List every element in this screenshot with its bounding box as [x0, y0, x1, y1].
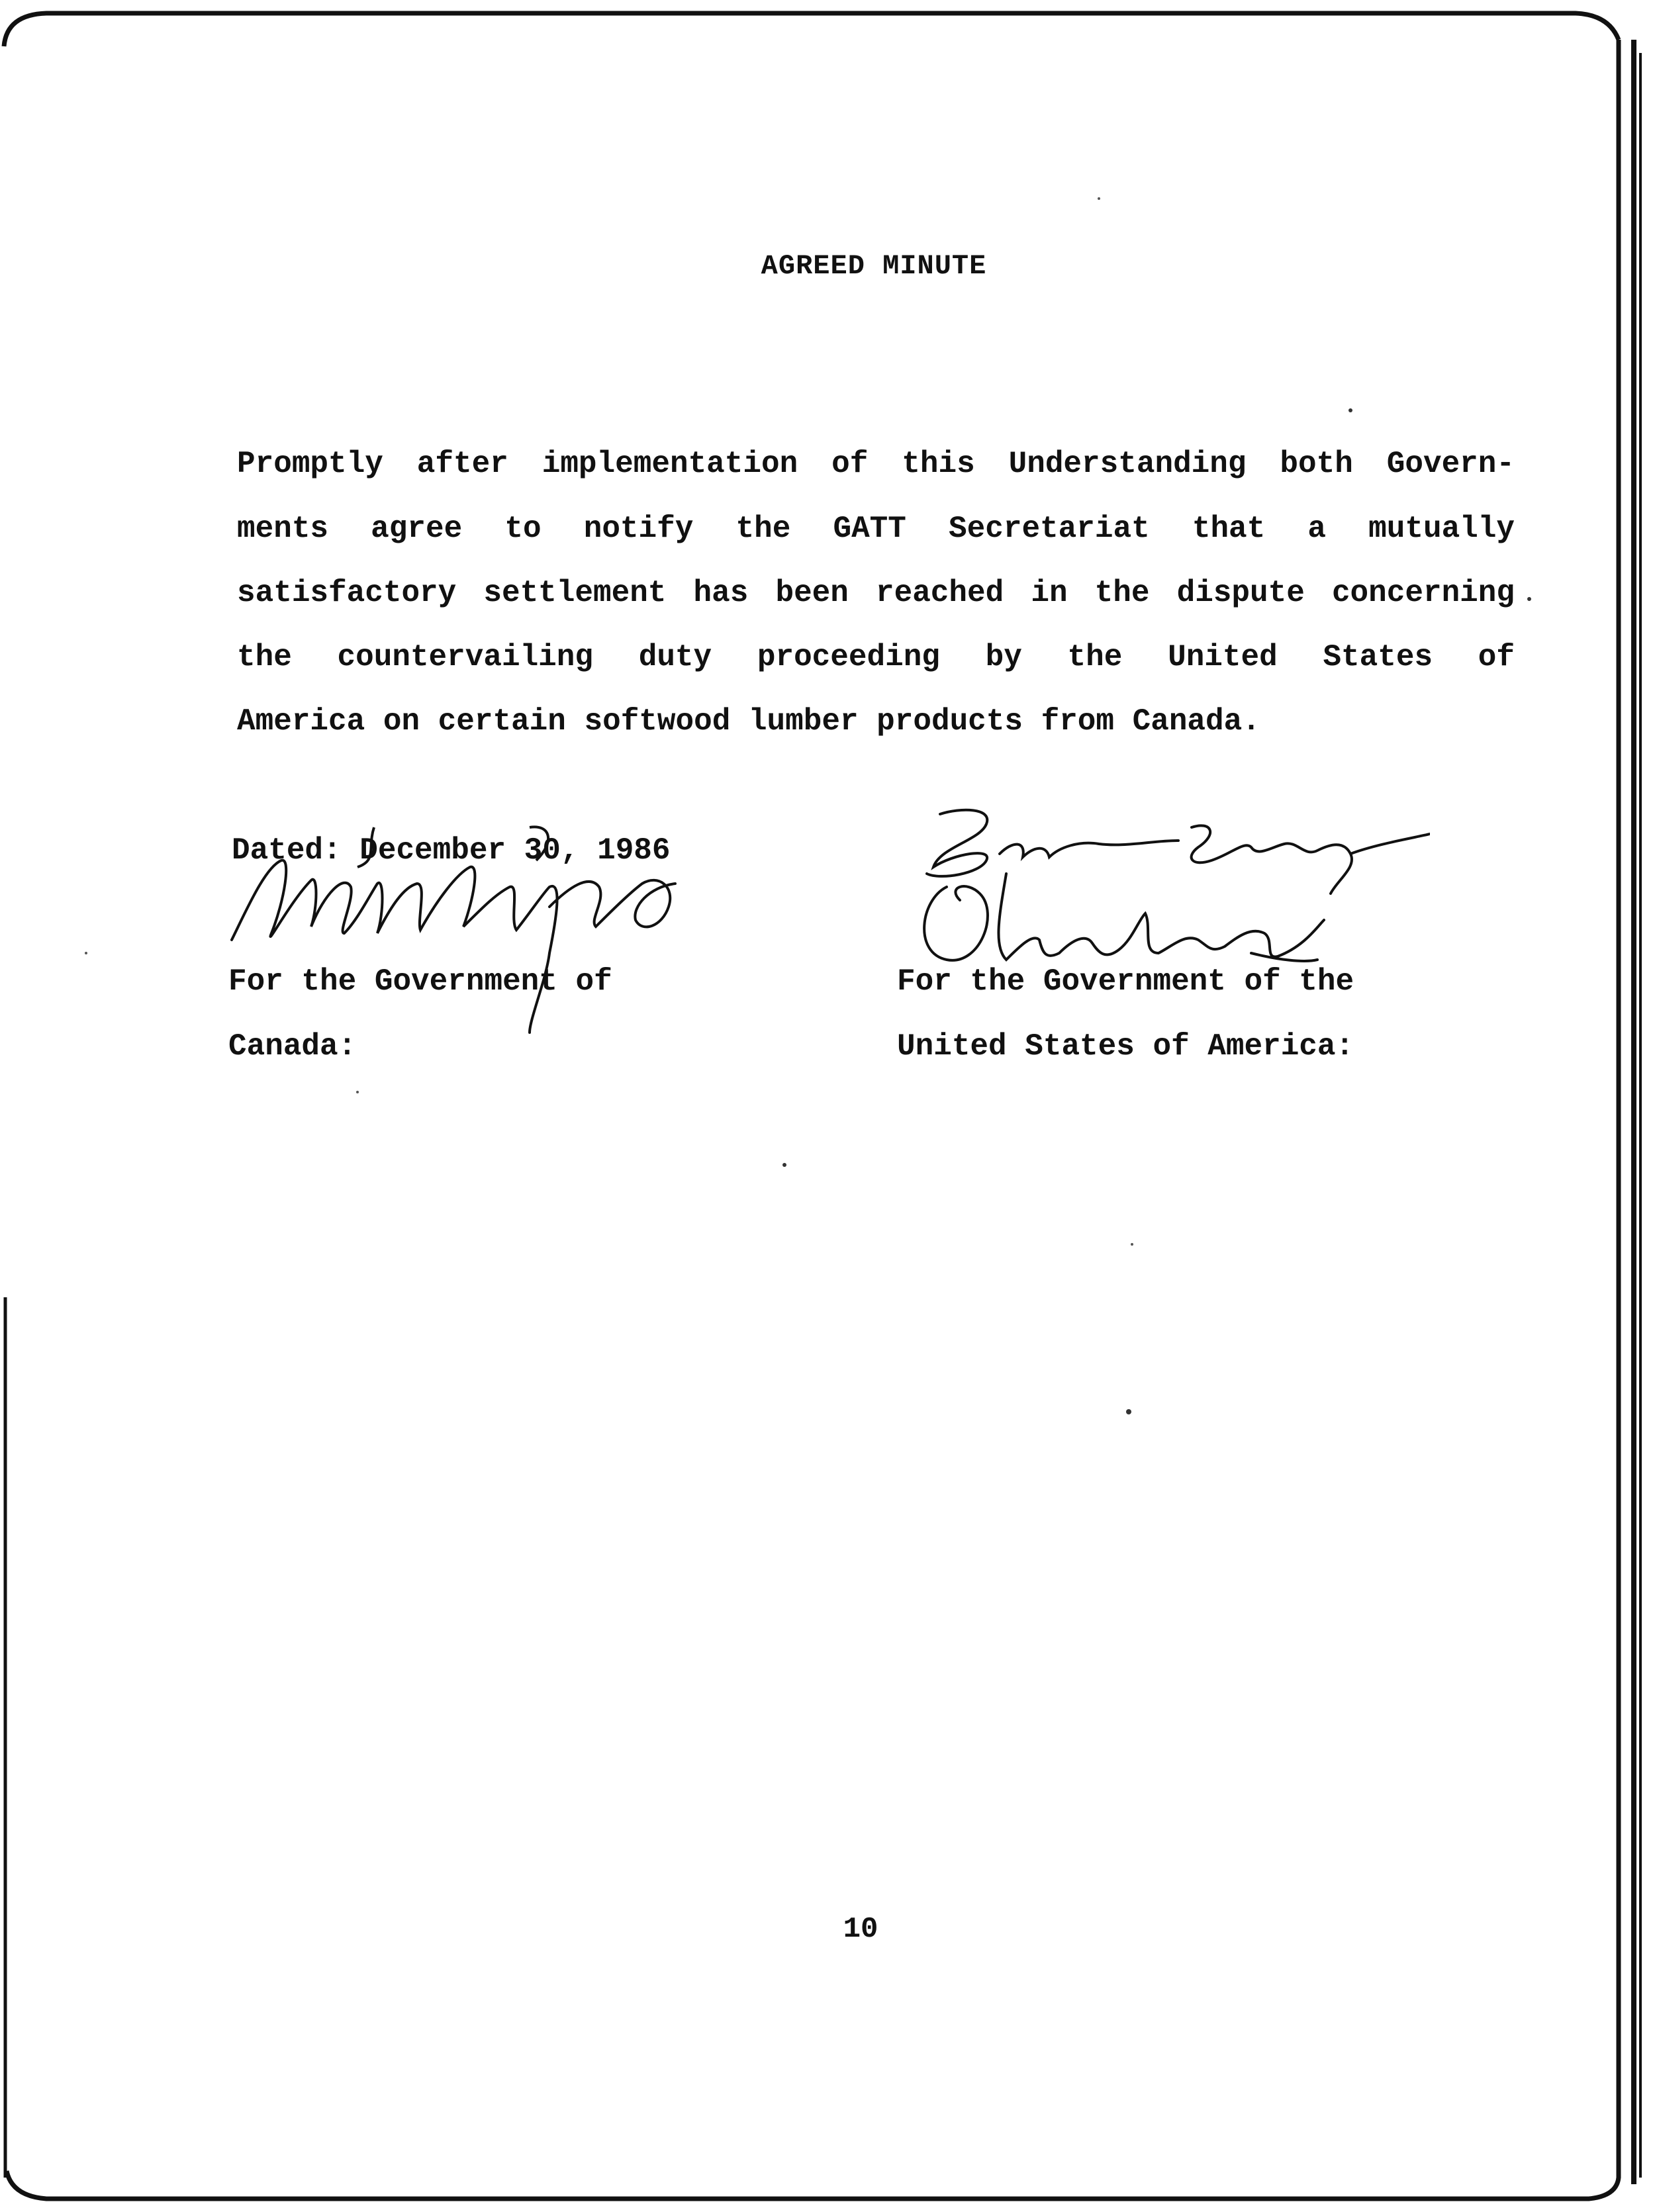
page-number: 10	[843, 1913, 878, 1946]
usa-label-line2: United States of America:	[897, 1029, 1354, 1064]
document-title: AGREED MINUTE	[761, 250, 987, 282]
paragraph-line: the countervailing duty proceeding by the United States of	[237, 640, 1515, 674]
paragraph-line: satisfactory settlement has been reached in the dispute concerning	[237, 576, 1515, 610]
canada-label-line1: For the Government of	[228, 964, 612, 999]
dated-line: Dated: December 30, 1986	[232, 833, 671, 868]
paragraph-line: ments agree to notify the GATT Secretariat that a mutually	[237, 512, 1515, 546]
canada-label-line2: Canada:	[228, 1029, 357, 1064]
usa-label-line1: For the Government of the	[897, 964, 1354, 999]
paragraph-line: Promptly after implementation of this Understanding both Govern-	[237, 447, 1515, 481]
paragraph-line: America on certain softwood lumber products from Canada.	[237, 704, 1260, 739]
